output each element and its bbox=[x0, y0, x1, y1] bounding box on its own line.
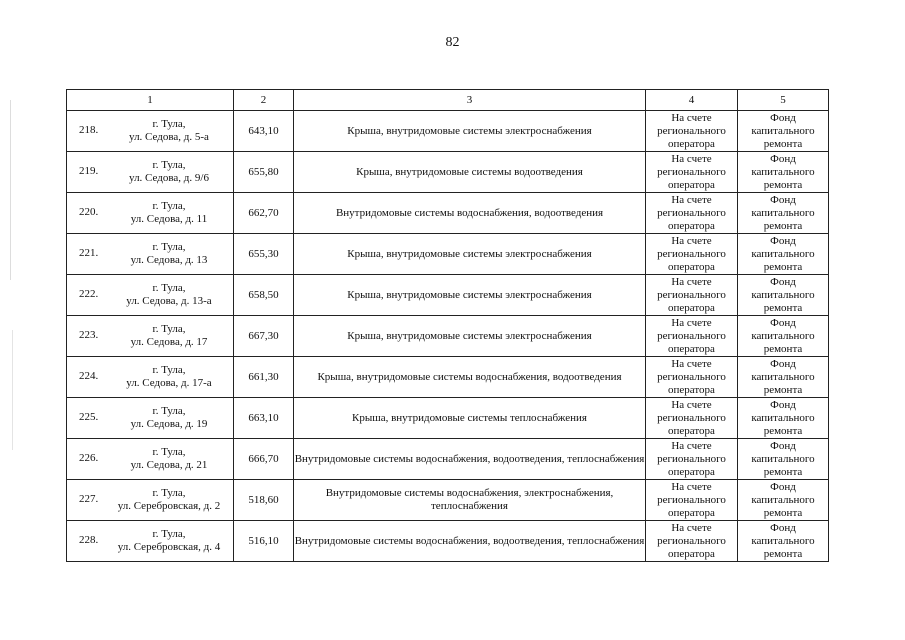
address-street: ул. Седова, д. 17 bbox=[130, 336, 208, 348]
account-cell: На счете регионального оператора bbox=[646, 275, 738, 316]
address-cell bbox=[67, 193, 234, 234]
header-row bbox=[67, 90, 829, 111]
area-cell: 655,30 bbox=[234, 234, 294, 275]
account-cell: На счете регионального оператора bbox=[646, 316, 738, 357]
area-cell: 662,70 bbox=[234, 193, 294, 234]
account-cell: На счете регионального оператора bbox=[646, 193, 738, 234]
row-number: 221. bbox=[79, 247, 99, 259]
work-type-cell: Внутридомовые системы водоснабжения, водоотведения, теплоснабжения bbox=[294, 521, 646, 562]
address-cell bbox=[67, 439, 234, 480]
address-cell bbox=[67, 357, 234, 398]
work-type-cell: Крыша, внутридомовые системы электроснабжения bbox=[294, 316, 646, 357]
address-city: г. Тула, bbox=[152, 487, 186, 499]
row-number: 219. bbox=[79, 165, 99, 177]
scan-margin-mark bbox=[10, 100, 11, 280]
address-cell bbox=[67, 275, 234, 316]
account-cell: На счете регионального оператора bbox=[646, 152, 738, 193]
row-number: 220. bbox=[79, 206, 99, 218]
header-cell-1: 1 bbox=[67, 90, 234, 111]
row-number: 224. bbox=[79, 370, 99, 382]
address-city: г. Тула, bbox=[152, 159, 186, 171]
area-cell: 518,60 bbox=[234, 480, 294, 521]
account-cell: На счете регионального оператора bbox=[646, 521, 738, 562]
row-number: 222. bbox=[79, 288, 99, 300]
fund-cell: Фонд капитального ремонта bbox=[738, 398, 829, 439]
account-cell: На счете регионального оператора bbox=[646, 480, 738, 521]
area-cell: 516,10 bbox=[234, 521, 294, 562]
fund-cell: Фонд капитального ремонта bbox=[738, 193, 829, 234]
table-row bbox=[67, 398, 829, 439]
fund-cell: Фонд капитального ремонта bbox=[738, 152, 829, 193]
address-cell bbox=[67, 111, 234, 152]
work-type-cell: Крыша, внутридомовые системы теплоснабжения bbox=[294, 398, 646, 439]
account-cell: На счете регионального оператора bbox=[646, 439, 738, 480]
repair-register-table bbox=[66, 89, 829, 562]
area-cell: 643,10 bbox=[234, 111, 294, 152]
work-type-cell: Крыша, внутридомовые системы электроснабжения bbox=[294, 275, 646, 316]
address-street: ул. Седова, д. 19 bbox=[130, 418, 208, 430]
header-cell-2: 2 bbox=[234, 90, 294, 111]
fund-cell: Фонд капитального ремонта bbox=[738, 275, 829, 316]
area-cell: 667,30 bbox=[234, 316, 294, 357]
area-cell: 666,70 bbox=[234, 439, 294, 480]
address-cell bbox=[67, 234, 234, 275]
scan-margin-mark bbox=[12, 330, 13, 450]
work-type-cell: Крыша, внутридомовые системы электроснабжения bbox=[294, 111, 646, 152]
area-cell: 663,10 bbox=[234, 398, 294, 439]
address-cell bbox=[67, 521, 234, 562]
fund-cell: Фонд капитального ремонта bbox=[738, 357, 829, 398]
header-cell-4: 4 bbox=[646, 90, 738, 111]
address-cell bbox=[67, 480, 234, 521]
table-row bbox=[67, 193, 829, 234]
table-row bbox=[67, 275, 829, 316]
table-row bbox=[67, 521, 829, 562]
table-row bbox=[67, 357, 829, 398]
table-row bbox=[67, 316, 829, 357]
row-number: 228. bbox=[79, 534, 99, 546]
address-city: г. Тула, bbox=[152, 118, 186, 130]
address-city: г. Тула, bbox=[152, 446, 186, 458]
address-city: г. Тула, bbox=[152, 323, 186, 335]
address-cell bbox=[67, 398, 234, 439]
table-row bbox=[67, 234, 829, 275]
table-row bbox=[67, 152, 829, 193]
table-body bbox=[67, 111, 829, 562]
account-cell: На счете регионального оператора bbox=[646, 111, 738, 152]
fund-cell: Фонд капитального ремонта bbox=[738, 316, 829, 357]
account-cell: На счете регионального оператора bbox=[646, 357, 738, 398]
work-type-cell: Крыша, внутридомовые системы водоснабжения, водоотведения bbox=[294, 357, 646, 398]
header-cell-3: 3 bbox=[294, 90, 646, 111]
address-street: ул. Седова, д. 13 bbox=[130, 254, 208, 266]
area-cell: 661,30 bbox=[234, 357, 294, 398]
row-number: 227. bbox=[79, 493, 99, 505]
header-cell-5: 5 bbox=[738, 90, 829, 111]
fund-cell: Фонд капитального ремонта bbox=[738, 480, 829, 521]
fund-cell: Фонд капитального ремонта bbox=[738, 521, 829, 562]
area-cell: 658,50 bbox=[234, 275, 294, 316]
address-city: г. Тула, bbox=[152, 241, 186, 253]
fund-cell: Фонд капитального ремонта bbox=[738, 234, 829, 275]
work-type-cell: Внутридомовые системы водоснабжения, электроснабжения, теплоснабжения bbox=[294, 480, 646, 521]
table-row bbox=[67, 439, 829, 480]
address-city: г. Тула, bbox=[152, 200, 186, 212]
address-city: г. Тула, bbox=[152, 528, 186, 540]
table-row bbox=[67, 111, 829, 152]
area-cell: 655,80 bbox=[234, 152, 294, 193]
account-cell: На счете регионального оператора bbox=[646, 398, 738, 439]
address-street: ул. Серебровская, д. 4 bbox=[117, 541, 221, 553]
address-street: ул. Седова, д. 13-а bbox=[126, 295, 212, 307]
address-city: г. Тула, bbox=[152, 405, 186, 417]
address-street: ул. Серебровская, д. 2 bbox=[117, 500, 221, 512]
address-street: ул. Седова, д. 17-а bbox=[126, 377, 212, 389]
row-number: 223. bbox=[79, 329, 99, 341]
table-row bbox=[67, 480, 829, 521]
address-street: ул. Седова, д. 9/6 bbox=[129, 172, 209, 184]
work-type-cell: Внутридомовые системы водоснабжения, водоотведения bbox=[294, 193, 646, 234]
work-type-cell: Крыша, внутридомовые системы водоотведения bbox=[294, 152, 646, 193]
row-number: 218. bbox=[79, 124, 99, 136]
work-type-cell: Внутридомовые системы водоснабжения, водоотведения, теплоснабжения bbox=[294, 439, 646, 480]
account-cell: На счете регионального оператора bbox=[646, 234, 738, 275]
address-cell bbox=[67, 152, 234, 193]
address-city: г. Тула, bbox=[152, 282, 186, 294]
fund-cell: Фонд капитального ремонта bbox=[738, 439, 829, 480]
address-city: г. Тула, bbox=[152, 364, 186, 376]
address-street: ул. Седова, д. 11 bbox=[130, 213, 208, 225]
address-street: ул. Седова, д. 21 bbox=[130, 459, 208, 471]
row-number: 226. bbox=[79, 452, 99, 464]
page-number: 82 bbox=[445, 35, 460, 50]
address-street: ул. Седова, д. 5-а bbox=[129, 131, 209, 143]
address-cell bbox=[67, 316, 234, 357]
row-number: 225. bbox=[79, 411, 99, 423]
fund-cell: Фонд капитального ремонта bbox=[738, 111, 829, 152]
work-type-cell: Крыша, внутридомовые системы электроснабжения bbox=[294, 234, 646, 275]
